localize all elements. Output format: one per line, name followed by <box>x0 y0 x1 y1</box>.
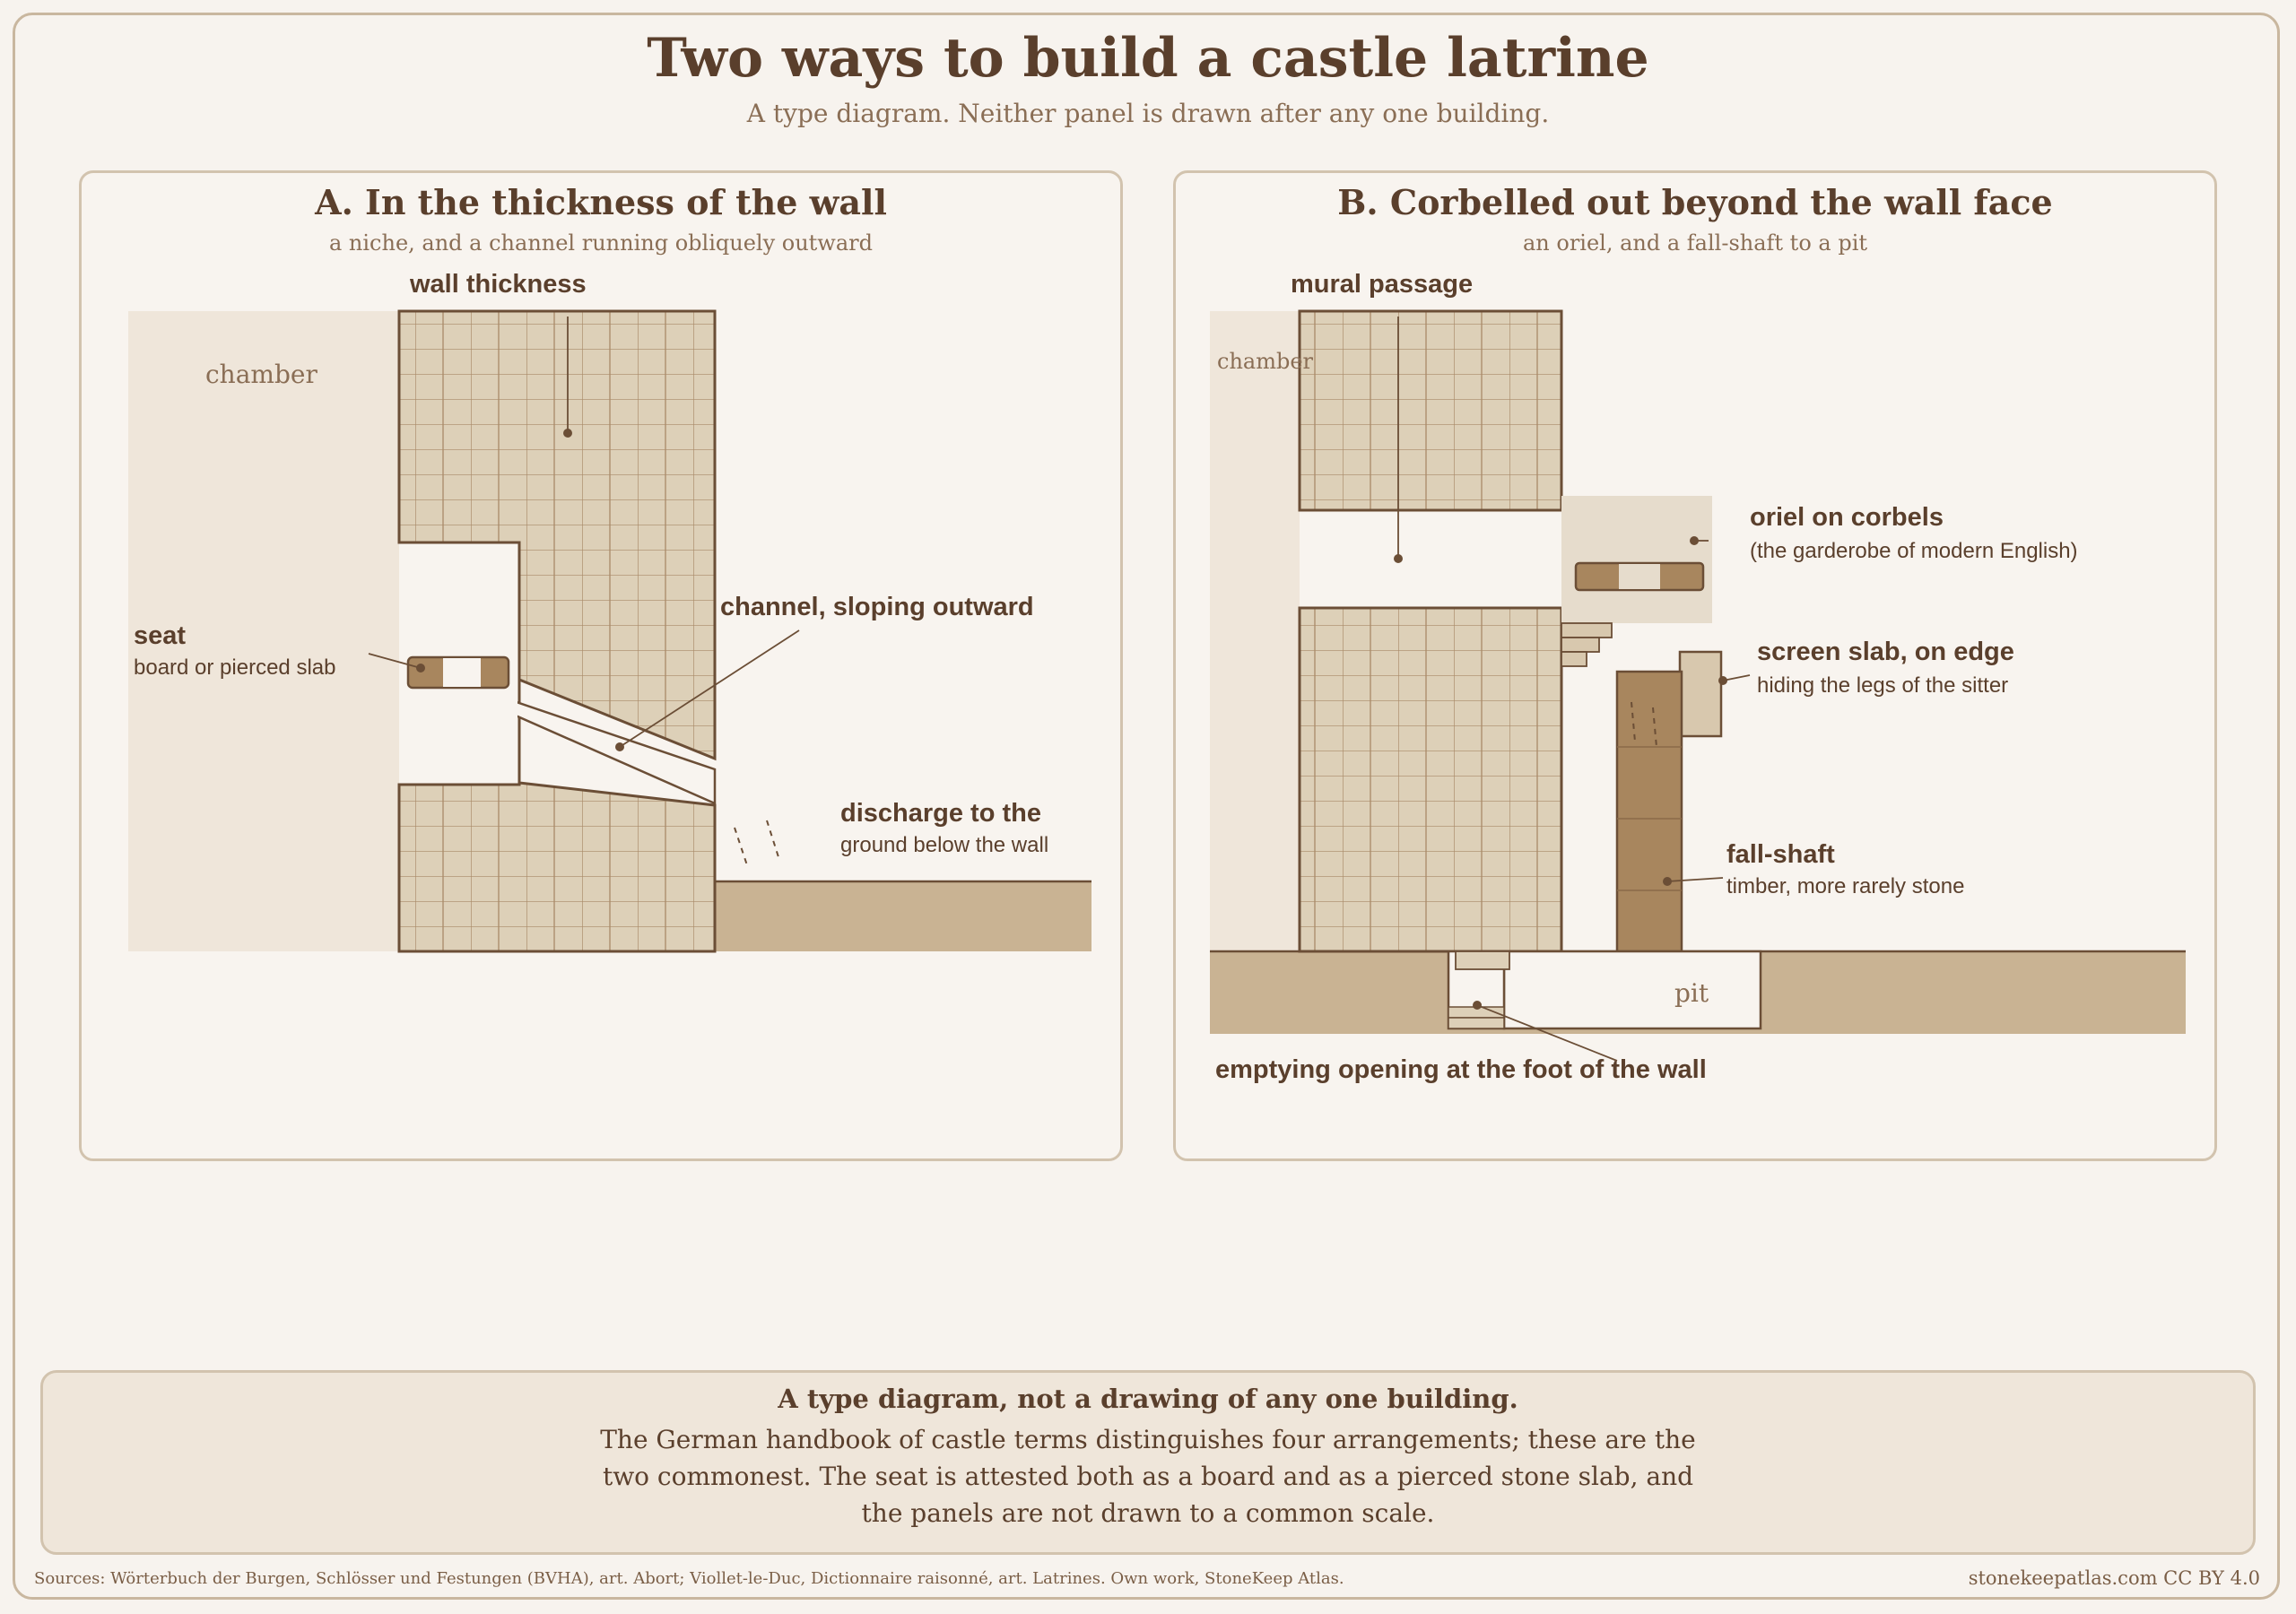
chamber-label: chamber <box>1217 349 1314 374</box>
oriel <box>1561 496 1712 623</box>
pit-label: pit <box>1674 978 1709 1008</box>
caption-heading: A type diagram, not a drawing of any one building. <box>778 1384 1518 1414</box>
lower-wall <box>1300 608 1561 951</box>
page-title: Two ways to build a castle latrine <box>647 27 1649 90</box>
screen-slab <box>1680 652 1721 736</box>
seat-label: seat <box>134 621 187 650</box>
discharge-note: ground below the wall <box>840 833 1049 857</box>
panel-b <box>1173 170 2217 1161</box>
screen-slab-label: screen slab, on edge <box>1757 638 2014 666</box>
chamber-area <box>1210 311 1300 951</box>
discharge-label: discharge to the <box>840 799 1041 828</box>
credit-text: stonekeepatlas.com CC BY 4.0 <box>1968 1567 2260 1589</box>
pit <box>1504 951 1761 1028</box>
panel-a-subtitle: a niche, and a channel running obliquely outward <box>328 230 873 256</box>
panel-a <box>79 170 1123 1161</box>
upper-wall <box>1300 311 1561 510</box>
sources-text: Sources: Wörterbuch der Burgen, Schlösser und Festungen (BVHA), art. Abort; Viollet-le-Duc, Dictionnaire raisonné, art. Latrines. Own work, StoneKeep Atlas. <box>34 1569 1344 1588</box>
fall-shaft-note: timber, more rarely stone <box>1726 874 1965 898</box>
panel-b-section-drawing <box>1176 173 2220 1164</box>
mural-passage-label: mural passage <box>1291 270 1474 299</box>
seat-note: board or pierced slab <box>134 655 336 680</box>
page-subtitle: A type diagram. Neither panel is drawn after any one building. <box>746 99 1550 128</box>
caption-box <box>40 1370 2256 1555</box>
chamber-label: chamber <box>205 360 317 389</box>
panel-a-title: A. In the thickness of the wall <box>315 182 887 222</box>
channel-label: channel, sloping outward <box>720 593 1034 621</box>
wall-thickness-label: wall thickness <box>410 270 587 299</box>
oriel-note: (the garderobe of modern English) <box>1750 539 2078 563</box>
corbel <box>1561 623 1612 638</box>
ground <box>712 881 1091 951</box>
screen-slab-note: hiding the legs of the sitter <box>1757 673 2009 698</box>
panel-b-subtitle: an oriel, and a fall-shaft to a pit <box>1522 230 1868 256</box>
panel-b-title: B. Corbelled out beyond the wall face <box>1337 182 2053 222</box>
emptying-opening-label: emptying opening at the foot of the wall <box>1215 1055 1707 1084</box>
fall-shaft-label: fall-shaft <box>1726 840 1835 869</box>
caption-body: The German handbook of castle terms distinguishes four arrangements; these are the two commonest. The seat is attested both as a board and as a pierced stone slab, and the panels are not drawn to a common scale. <box>600 1425 1696 1528</box>
oriel-label: oriel on corbels <box>1750 503 1944 532</box>
fall-shaft <box>1617 672 1682 951</box>
